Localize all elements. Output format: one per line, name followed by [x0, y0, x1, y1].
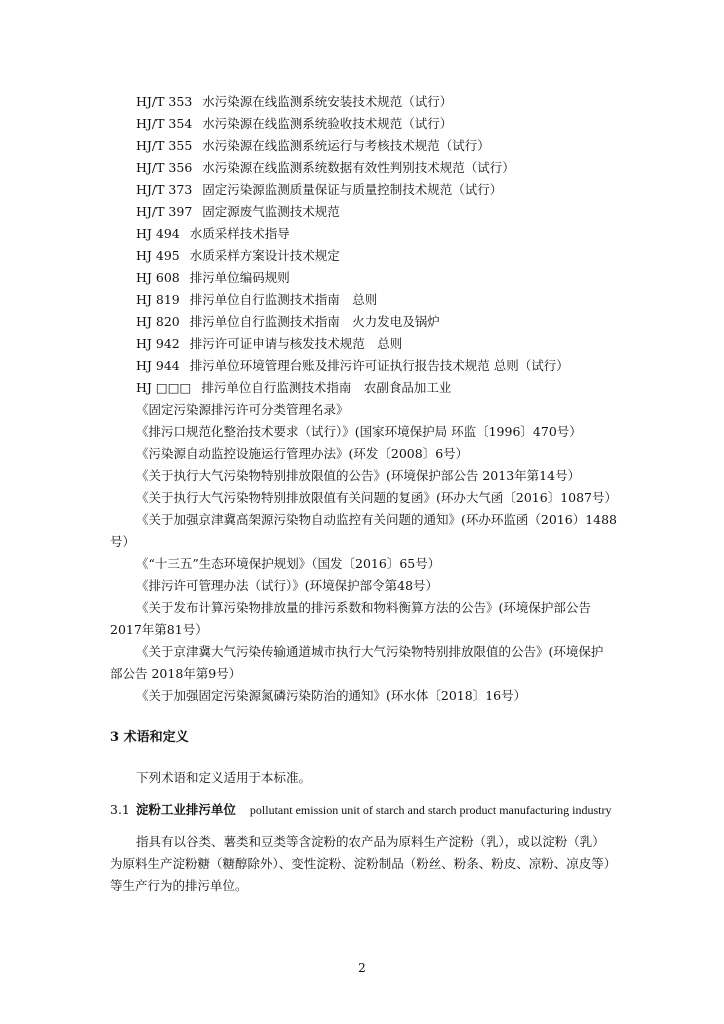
reference-title: 水污染源在线监测系统数据有效性判别技术规范（试行） [202, 160, 515, 175]
document-line: 《关于加强京津冀高架源污染物自动监控有关问题的通知》(环办环监函（2016）1488 [136, 512, 618, 527]
reference-code: HJ 495 [136, 248, 180, 263]
reference-code: HJ/T 356 [136, 160, 193, 175]
reference-title: 排污单位编码规则 [189, 270, 290, 285]
reference-line [136, 204, 340, 220]
definition-text-line: 指具有以谷类、薯类和豆类等含淀粉的农产品为原料生产淀粉（乳），或以淀粉（乳） [136, 834, 605, 849]
definition-text-line: 为原料生产淀粉糖（糖醇除外）、变性淀粉、淀粉制品（粉丝、粉条、粉皮、凉粉、凉皮等） [110, 856, 617, 871]
document-line: 《排污许可管理办法（试行）》(环境保护部令第48号） [136, 578, 439, 593]
reference-title: 排污单位环境管理台账及排污许可证执行报告技术规范 总则（试行） [189, 358, 569, 373]
reference-code: HJ/T 397 [136, 204, 193, 219]
reference-line [136, 358, 569, 374]
definition-term-english: pollutant emission unit of starch and starch product manufacturing industry [249, 803, 612, 817]
reference-line [136, 248, 340, 264]
document-line-continued: 部公告 2018年第9号） [110, 666, 242, 681]
reference-line [136, 270, 290, 286]
section-intro: 下列术语和定义适用于本标准。 [136, 770, 312, 785]
reference-title: 固定源废气监测技术规范 [202, 204, 340, 219]
reference-line [136, 314, 440, 330]
reference-title: 排污单位自行监测技术指南 农副食品加工业 [201, 380, 452, 395]
reference-code: HJ 820 [136, 314, 180, 329]
reference-code: HJ □□□ [136, 380, 192, 395]
reference-line [136, 160, 515, 176]
document-line: 《关于京津冀大气污染传输通道城市执行大气污染物特别排放限值的公告》(环境保护 [136, 644, 604, 659]
document-line-continued: 2017年第81号） [110, 622, 208, 637]
reference-title: 水污染源在线监测系统验收技术规范（试行） [202, 116, 453, 131]
document-line: 《关于发布计算污染物排放量的排污系数和物料衡算方法的公告》(环境保护部公告 [136, 600, 591, 615]
reference-title: 排污许可证申请与核发技术规范 总则 [189, 336, 403, 351]
page-number: 2 [358, 961, 366, 975]
document-line: 《污染源自动监控设施运行管理办法》(环发〔2008〕6号） [136, 446, 469, 461]
document-line: 《排污口规范化整治技术要求（试行）》(国家环境保护局 环监〔1996〕470号） [136, 424, 582, 439]
reference-title: 水质采样方案设计技术规定 [189, 248, 340, 263]
document-line-continued: 号） [110, 534, 136, 549]
reference-code: HJ 819 [136, 292, 180, 307]
reference-title: 水污染源在线监测系统安装技术规范（试行） [202, 94, 453, 109]
reference-code: HJ 944 [136, 358, 180, 373]
reference-title: 排污单位自行监测技术指南 火力发电及锅炉 [189, 314, 440, 329]
reference-line [136, 292, 377, 308]
document-line: 《固定污染源排污许可分类管理名录》 [136, 402, 349, 417]
reference-code: HJ/T 353 [136, 94, 193, 109]
definition-number: 3.1 [110, 802, 130, 817]
reference-code: HJ 942 [136, 336, 180, 351]
reference-line [136, 116, 452, 132]
reference-title: 排污单位自行监测技术指南 总则 [189, 292, 378, 307]
document-line: 《关于执行大气污染物特别排放限值有关问题的复函》(环办大气函〔2016〕1087号） [136, 490, 618, 505]
reference-line [136, 336, 402, 352]
reference-line [136, 182, 502, 198]
document-line: 《关于执行大气污染物特别排放限值的公告》(环境保护部公告 2013年第14号） [136, 468, 581, 483]
reference-code: HJ 608 [136, 270, 180, 285]
reference-code: HJ 494 [136, 226, 180, 241]
reference-code: HJ/T 354 [136, 116, 193, 131]
reference-code: HJ/T 355 [136, 138, 193, 153]
definition-term: 淀粉工业排污单位 [135, 802, 236, 817]
reference-line [136, 94, 452, 110]
document-line: 《“十三五”生态环境保护规划》（国发〔2016〕65号） [136, 556, 441, 571]
reference-line [136, 138, 490, 154]
reference-title: 水质采样技术指导 [189, 226, 290, 241]
document-line: 《关于加强固定污染源氮磷污染防治的通知》(环水体〔2018〕16号） [136, 688, 527, 703]
reference-title: 固定污染源监测质量保证与质量控制技术规范（试行） [202, 182, 503, 197]
reference-title: 水污染源在线监测系统运行与考核技术规范（试行） [202, 138, 490, 153]
reference-code: HJ/T 373 [136, 182, 193, 197]
definition-text-line: 等生产行为的排污单位。 [110, 878, 248, 893]
section-heading: 3 术语和定义 [110, 730, 189, 745]
reference-line [136, 226, 290, 242]
reference-line [136, 380, 451, 396]
definition-heading [110, 800, 612, 818]
